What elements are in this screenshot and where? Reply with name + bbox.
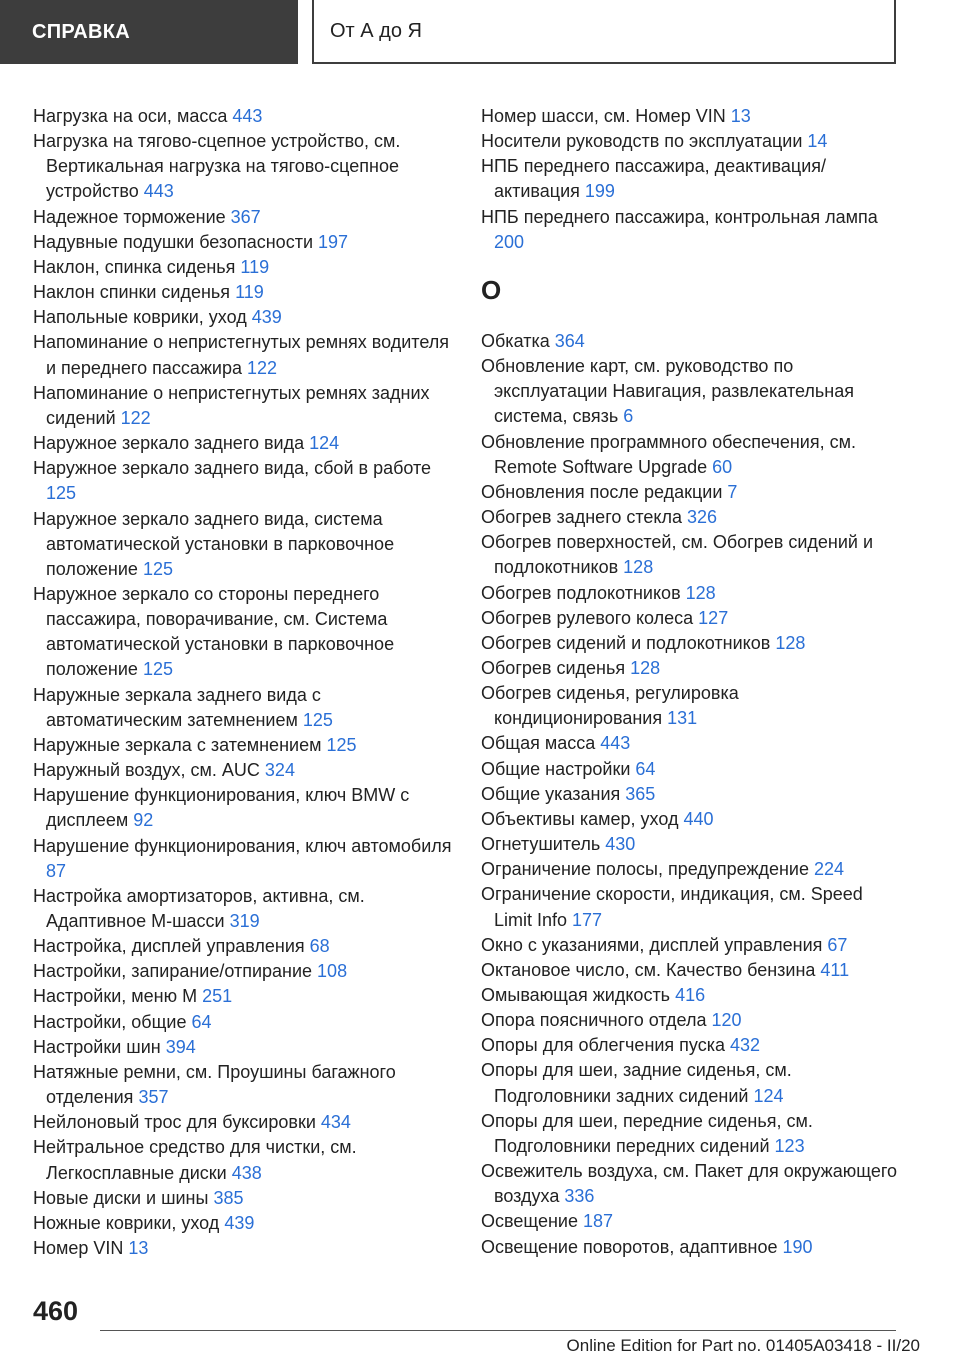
page-link[interactable]: 432 [730,1035,761,1056]
page-number: 460 [33,1296,79,1326]
entry-term: Обновления после редакции [481,481,728,502]
index-entry [33,834,453,884]
page-link[interactable]: 125 [46,483,77,504]
section-tab[interactable]: СПРАВКА [0,0,298,64]
entry-term: Общие настройки [481,758,636,779]
entry-term: Надувные подушки безопасности [33,231,318,252]
page-link[interactable]: 190 [782,1236,813,1257]
entry-term: Обновление программного обеспечения, см. Remote Software Upgrade [481,431,856,477]
page-link[interactable]: 92 [133,810,154,831]
index-entry [33,959,453,984]
entry-term: Номер шасси, см. Номер VIN [481,106,731,126]
page-link[interactable]: 326 [687,507,718,528]
entry-term: Окно с указаниями, дисплей управления [481,934,828,955]
index-entry [481,832,901,857]
index-entry [33,934,453,959]
entry-term: НПБ переднего пассажира, деактивация/активация [481,156,827,202]
page-link[interactable]: 14 [807,131,828,152]
page-link[interactable]: 7 [727,481,738,502]
index-entry [33,1236,453,1261]
page-link[interactable]: 124 [753,1085,784,1106]
page-link[interactable]: 13 [730,106,751,126]
page-link[interactable]: 108 [317,961,348,982]
index-entry [481,1235,901,1260]
index-entry [33,1010,453,1035]
page-link[interactable]: 68 [309,936,330,957]
entry-term: Носители руководств по эксплуатации [481,131,808,152]
index-entry [33,683,453,733]
entry-term: Освещение поворотов, адаптивное [481,1236,783,1257]
page-link[interactable]: 127 [698,607,729,628]
index-entry [33,758,453,783]
page-link[interactable]: 197 [318,231,349,252]
page-link[interactable]: 120 [711,1010,742,1031]
index-entry [481,154,901,204]
index-group-n [481,104,901,255]
index-entry [33,1035,453,1060]
index-entry [481,1109,901,1159]
page-link[interactable]: 438 [231,1162,262,1183]
index-entry [481,505,901,530]
page-link[interactable]: 6 [623,406,634,427]
index-entry [33,507,453,582]
index-entry [481,857,901,882]
entry-term: Обогрев сиденья [481,657,631,678]
index-entry [481,205,901,255]
entry-term: Наружные зеркала с затемнением [33,734,327,755]
index-entry [481,782,901,807]
entry-term: Напольные коврики, уход [33,307,252,328]
index-entry [481,958,901,983]
index-column-right [481,104,901,1260]
page-link[interactable]: 443 [232,106,263,126]
entry-term: Ограничение скорости, индикация, см. Speed Limit Info [481,884,863,930]
entry-term: НПБ переднего пассажира, контрольная лампа [481,206,878,227]
page-link[interactable]: 336 [564,1186,595,1207]
index-entry [33,783,453,833]
entry-term: Нагрузка на оси, масса [33,106,233,126]
page-link[interactable]: 434 [320,1112,351,1133]
index-column-left [33,104,453,1261]
index-entry [481,757,901,782]
index-entry [33,280,453,305]
page-link[interactable]: 119 [235,282,264,303]
index-entry [481,807,901,832]
page-link[interactable]: 125 [142,659,173,680]
page-link[interactable]: 430 [605,834,636,855]
entry-term: Настройки, меню M [33,986,203,1007]
index-entry [481,1033,901,1058]
entry-term: Напоминание о непристегнутых ремнях задних сидений [33,382,430,428]
page-link[interactable]: 119 [240,256,270,277]
index-entry [33,205,453,230]
index-entry [481,983,901,1008]
page-link[interactable]: 122 [120,407,151,428]
page-link[interactable]: 439 [224,1212,255,1233]
page-link[interactable]: 365 [625,783,656,804]
entry-term: Обогрев заднего стекла [481,507,688,528]
entry-term: Настройки, общие [33,1011,192,1032]
index-entry [33,1135,453,1185]
footer-divider [100,1330,896,1331]
index-entry [481,581,901,606]
index-entry [481,631,901,656]
entry-term: Опоры для шеи, задние сиденья, см. Подголовники задних сидений [481,1060,792,1106]
index-entry [33,1060,453,1110]
index-entry [33,1211,453,1236]
index-entry [481,354,901,429]
entry-term: Опора поясничного отдела [481,1010,712,1031]
index-entry [33,582,453,683]
index-entry [33,330,453,380]
entry-term: Наружное зеркало со стороны переднего пассажира, поворачивание, см. Система автоматической установки в парковочное положение [33,583,395,680]
page-link[interactable]: 60 [712,456,733,477]
index-entry [481,1008,901,1033]
page-link[interactable]: 357 [138,1087,169,1108]
page-link[interactable]: 385 [213,1187,244,1208]
index-entry [481,656,901,681]
page-link[interactable]: 411 [820,959,850,980]
entry-term: Настройка амортизаторов, активна, см. Адаптивное M-шасси [33,885,365,931]
index-entry [481,530,901,580]
entry-term: Наружное зеркало заднего вида, система автоматической установки в парковочное положение [33,508,395,579]
page-link[interactable]: 394 [165,1036,196,1057]
entry-term: Наружное зеркало заднего вида [33,433,310,454]
entry-term: Наклон спинки сиденья [33,282,236,303]
index-group-o [481,329,901,1260]
page-link[interactable]: 128 [623,557,654,578]
entry-term: Ножные коврики, уход [33,1212,225,1233]
entry-term: Освещение [481,1211,583,1232]
entry-term: Настройки шин [33,1036,166,1057]
index-entry [481,1209,901,1234]
index-entry [33,129,453,204]
index-entry [481,329,901,354]
entry-term: Напоминание о непристегнутых ремнях водителя и переднего пассажира [33,332,449,378]
entry-term: Освежитель воздуха, см. Пакет для окружающего воздуха [481,1161,898,1207]
index-entry [33,1110,453,1135]
edition-info: Online Edition for Part no. 01405A03418 - II/20 [566,1336,920,1355]
entry-term: Обогрев рулевого колеса [481,607,699,628]
page-link[interactable]: 64 [191,1011,212,1032]
page-link[interactable]: 187 [583,1211,614,1232]
entry-term: Общие указания [481,783,626,804]
page-link[interactable]: 416 [675,985,706,1005]
page-link[interactable]: 125 [326,734,357,755]
page-link[interactable]: 64 [635,758,656,779]
page-link[interactable]: 443 [143,181,174,202]
index-entry [481,480,901,505]
page-link[interactable]: 443 [600,733,631,754]
index-entry [481,104,901,129]
entry-term: Наружные зеркала заднего вида с автоматическим затемнением [33,684,321,730]
entry-term: Номер VIN [33,1238,129,1259]
page-link[interactable]: 199 [584,181,615,202]
letter-heading: O [481,274,502,305]
entry-term: Настройка, дисплей управления [33,936,310,957]
page-link[interactable]: 319 [229,911,260,931]
index-entry [33,104,453,129]
page-link[interactable]: 123 [774,1135,805,1156]
page-link[interactable]: 177 [572,909,603,930]
page-link[interactable]: 124 [309,433,340,454]
page-header [0,0,960,66]
page-link[interactable]: 131 [667,708,698,729]
entry-term: Омывающая жидкость [481,985,676,1005]
page-link[interactable]: 128 [775,632,806,653]
page-link[interactable]: 67 [827,934,848,955]
index-entry [481,1159,901,1209]
entry-term: Нейлоновый трос для буксировки [33,1112,321,1133]
entry-term: Нейтральное средство для чистки, см. Легкосплавные диски [33,1137,357,1183]
index-entry [33,305,453,330]
page-link[interactable]: 122 [246,357,278,378]
entry-term: Обкатка [481,330,555,351]
index-entry [481,882,901,932]
index-entry [481,1058,901,1108]
index-entry [33,456,453,506]
entry-term: Огнетушитель [481,834,606,855]
index-entry [33,255,453,280]
index-entry [33,431,453,456]
index-entry [33,984,453,1009]
entry-term: Новые диски и шины [33,1187,214,1208]
index-entry [33,884,453,934]
page-link[interactable]: 128 [685,582,716,603]
index-entry [33,1186,453,1211]
entry-term: Обогрев сидений и подлокотников [481,632,776,653]
page-link[interactable]: 367 [230,206,261,227]
entry-term: Обогрев сиденья, регулировка кондиционирования [481,683,739,729]
entry-term: Нагрузка на тягово-сцепное устройство, см. Вертикальная нагрузка на тягово-сцепное устройство [33,131,401,202]
entry-term: Ограничение полосы, предупреждение [481,859,814,880]
page-link[interactable]: 87 [46,860,67,881]
entry-term: Обогрев подлокотников [481,582,686,603]
page-link[interactable]: 224 [814,859,845,880]
page-link[interactable]: 251 [202,986,233,1007]
index-entry [481,681,901,731]
entry-term: Настройки, запирание/отпирание [33,961,318,982]
index-entry [481,606,901,631]
entry-term: Обогрев поверхностей, см. Обогрев сидений и подлокотников [481,532,873,578]
page-link[interactable]: 324 [264,760,295,781]
index-entry [481,129,901,154]
entry-term: Объективы камер, уход [481,808,684,829]
index-entry [481,430,901,480]
index-entry [33,381,453,431]
index-entry [481,731,901,756]
page-link[interactable]: 364 [554,330,585,351]
entry-term: Общая масса [481,733,601,754]
entry-term: Наружный воздух, см. AUC [33,760,265,781]
index-entry [33,230,453,255]
index-entry [481,933,901,958]
page-link[interactable]: 125 [142,558,173,579]
entry-term: Нарушение функционирования, ключ BMW с дисплеем [33,785,410,831]
page-link[interactable]: 200 [494,231,525,252]
page-link[interactable]: 440 [683,808,714,829]
entry-term: Натяжные ремни, см. Проушины багажного отделения [33,1061,396,1108]
index-entry [33,733,453,758]
entry-term: Октановое число, см. Качество бензина [481,959,821,980]
entry-term: Опоры для облегчения пуска [481,1035,731,1056]
page-link[interactable]: 128 [630,657,661,678]
page-link[interactable]: 13 [128,1238,149,1259]
subsection-tab[interactable]: От А до Я [312,0,896,64]
entry-term: Наклон, спинка сиденья [33,256,241,277]
entry-term: Опоры для шеи, передние сиденья, см. Подголовники передних сидений [481,1110,813,1156]
entry-term: Обновление карт, см. руководство по эксплуатации Навигация, развлекательная система, связь [481,356,854,427]
page-link[interactable]: 439 [251,307,282,328]
page-link[interactable]: 125 [302,709,333,730]
entry-term: Нарушение функционирования, ключ автомобиля [33,835,452,856]
entry-term: Надежное торможение [33,206,231,227]
entry-term: Наружное зеркало заднего вида, сбой в работе [33,458,432,479]
